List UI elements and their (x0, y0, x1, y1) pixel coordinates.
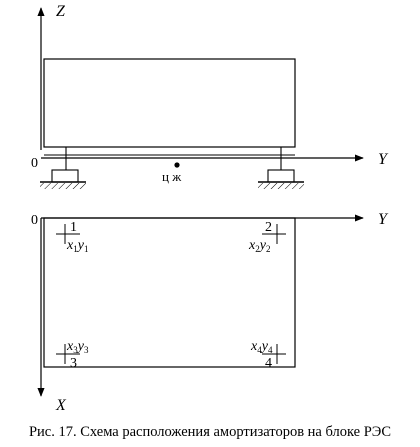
amortizer-left (40, 147, 86, 189)
point-3-number: 3 (70, 356, 77, 371)
side-view (31, 3, 389, 189)
amortizer-point-2 (248, 220, 286, 254)
amortizer-point-3 (56, 339, 89, 371)
point-4-coords: $x_4y_4$ (251, 339, 273, 355)
origin-side-label: 0 (31, 156, 38, 171)
amortizer-point-1 (56, 220, 88, 254)
point-3-coords: $x_3y_3$ (67, 339, 89, 355)
top-view (31, 211, 389, 414)
point-1-number: 1 (70, 220, 77, 235)
point-2-coords: $x_2y_2$ (249, 238, 271, 254)
amortizer-point-4 (250, 339, 286, 371)
origin-top-label: 0 (31, 213, 38, 228)
point-2-number: 2 (265, 220, 272, 235)
z-axis-label: Z (56, 3, 65, 20)
point-4-number: 4 (265, 356, 272, 371)
y-axis-top-label: Y (378, 211, 387, 228)
center-of-gravity-dot (174, 162, 179, 167)
figure-caption: Рис. 17. Схема расположения амортизаторов на блоке РЭС (28, 424, 392, 440)
point-1-coords: $x_1y_1$ (67, 238, 89, 254)
amortizer-right (258, 147, 304, 189)
center-of-gravity-label: ц ж (162, 169, 182, 184)
res-block-side (44, 59, 295, 147)
x-axis-label: X (56, 397, 66, 414)
y-axis-side-label: Y (378, 151, 387, 168)
